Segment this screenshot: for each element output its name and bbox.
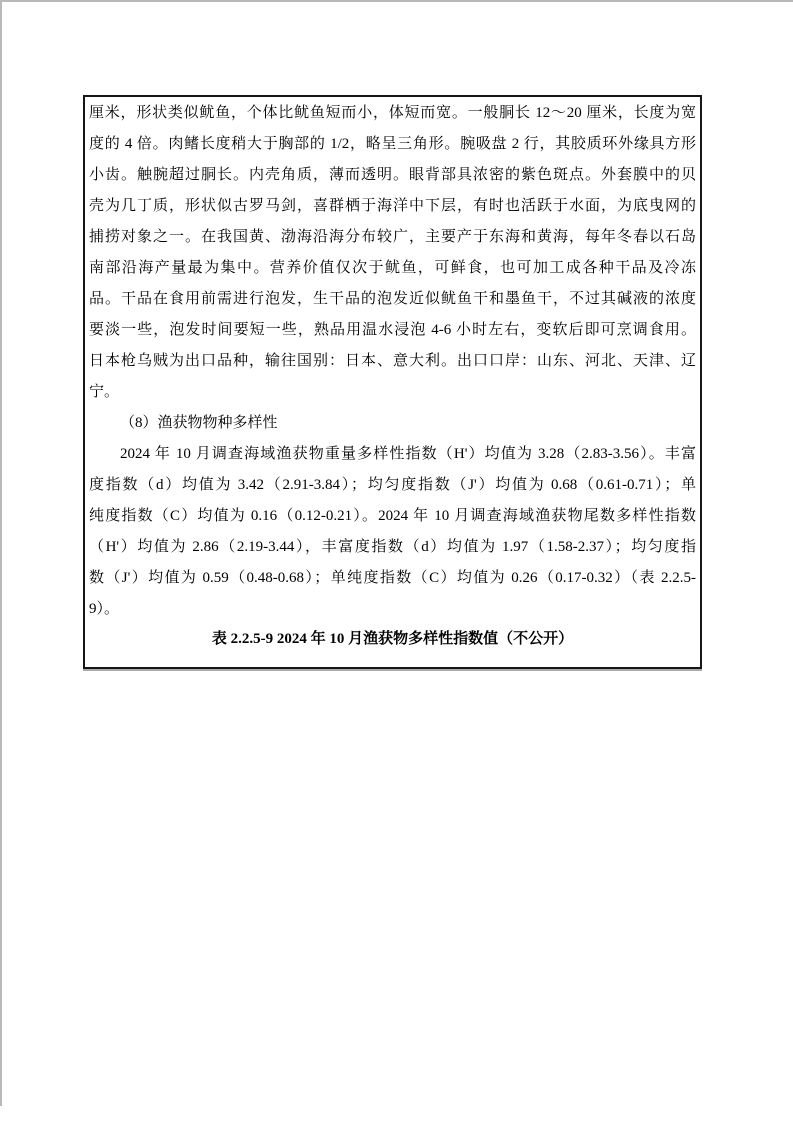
table-caption: 表 2.2.5-9 2024 年 10 月渔获物多样性指数值（不公开） — [211, 631, 574, 647]
body-text-line: 纯度指数（C）均值为 0.16（0.12-0.21）。2024 年 10 月调查海域渔获物尾数多样性指数 — [89, 508, 696, 524]
body-text-line: 南部沿海产量最为集中。营养价值仅次于鱿鱼，可鲜食，也可加工成各种干品及冷冻 — [89, 260, 696, 276]
page-edge-left — [0, 0, 2, 1106]
body-text-line: 数（J'）均值为 0.59（0.48-0.68）；单纯度指数（C）均值为 0.26（0.17-0.32）（表 2.2.5- — [89, 570, 696, 586]
table-cell-text-box — [83, 95, 702, 669]
body-text-line: 度的 4 倍。肉鳍长度稍大于胸部的 1/2，略呈三角形。腕吸盘 2 行，其胶质环外缘具方形 — [89, 136, 696, 152]
body-text-line: 品。干品在食用前需进行泡发，生干品的泡发近似鱿鱼干和墨鱼干，不过其碱液的浓度 — [89, 291, 696, 307]
body-text-line: 捕捞对象之一。在我国黄、渤海沿海分布较广，主要产于东海和黄海，每年冬春以石岛 — [89, 229, 696, 245]
body-text-line: 宁。 — [89, 384, 120, 400]
body-text-line: （H'）均值为 2.86（2.19-3.44），丰富度指数（d）均值为 1.97（1.58-2.37）；均匀度指 — [89, 539, 696, 555]
body-text-line: 2024 年 10 月调查海域渔获物重量多样性指数（H'）均值为 3.28（2.83-3.56）。丰富 — [120, 446, 696, 462]
body-text-line: 壳为几丁质，形状似古罗马剑，喜群栖于海洋中下层，有时也活跃于水面，为底曳网的 — [89, 198, 696, 214]
body-text-line: 日本枪乌贼为出口品种，输往国别：日本、意大利。出口口岸：山东、河北、天津、辽 — [89, 353, 696, 369]
body-text-line: 小齿。触腕超过胴长。内壳角质，薄而透明。眼背部具浓密的紫色斑点。外套膜中的贝 — [89, 167, 696, 183]
body-text-line: 要淡一些，泡发时间要短一些，熟品用温水浸泡 4-6 小时左右，变软后即可烹调食用。 — [89, 322, 696, 338]
page-edge-top — [0, 0, 793, 2]
body-text-line: 厘米，形状类似鱿鱼，个体比鱿鱼短而小，体短而宽。一般胴长 12～20 厘米，长度为宽 — [89, 105, 696, 121]
body-text-line: 度指数（d）均值为 3.42（2.91-3.84）；均匀度指数（J'）均值为 0.68（0.61-0.71）；单 — [89, 477, 696, 493]
body-text-line: 9）。 — [89, 601, 120, 617]
section-heading-line: （8）渔获物物种多样性 — [120, 415, 278, 431]
